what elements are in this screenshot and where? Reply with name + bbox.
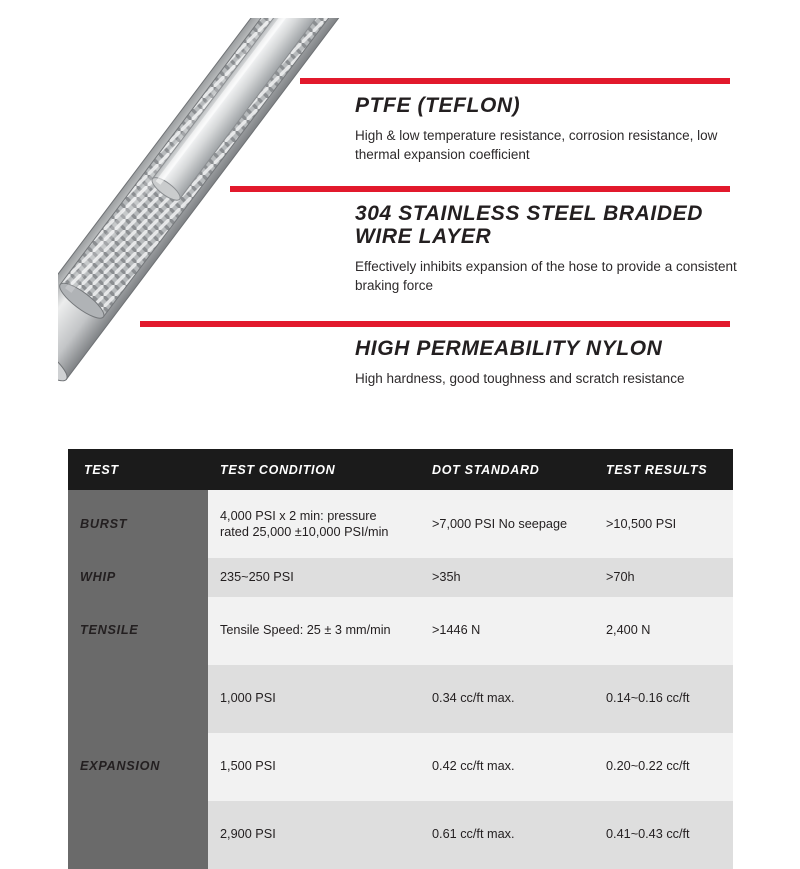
- cell-condition: Tensile Speed: 25 ± 3 mm/min: [208, 597, 420, 665]
- cell-test-result: 0.20~0.22 cc/ft: [594, 733, 733, 801]
- column-header-condition: TEST CONDITION: [208, 449, 420, 490]
- callout-rule: [140, 321, 730, 327]
- callout-title: HIGH PERMEABILITY NYLON: [355, 337, 663, 361]
- row-label-tensile: TENSILE: [68, 597, 208, 665]
- column-header-test: TEST: [68, 449, 208, 490]
- callout-description: High hardness, good toughness and scratch resistance: [355, 370, 685, 386]
- cell-test-result: 2,400 N: [594, 597, 733, 665]
- table-row: [68, 665, 733, 733]
- column-header-dot: DOT STANDARD: [420, 449, 594, 490]
- cell-dot-standard: >35h: [420, 558, 594, 597]
- callout-description: Effectively inhibits expansion of the hose to provide a consistent braking force: [355, 258, 737, 294]
- cell-dot-standard: 0.61 cc/ft max.: [420, 801, 594, 869]
- callout-ptfe: [130, 78, 760, 164]
- table-row: [68, 558, 733, 597]
- cell-test-result: 0.41~0.43 cc/ft: [594, 801, 733, 869]
- cell-dot-standard: 0.42 cc/ft max.: [420, 733, 594, 801]
- cell-dot-standard: >1446 N: [420, 597, 594, 665]
- callout-title: 304 STAINLESS STEEL BRAIDED WIRE LAYER: [355, 201, 703, 249]
- spec-table: [68, 449, 733, 869]
- row-label-whip: WHIP: [68, 558, 208, 597]
- cell-condition: 2,900 PSI: [208, 801, 420, 869]
- cell-test-result: >10,500 PSI: [594, 490, 733, 558]
- callout-description: High & low temperature resistance, corrosion resistance, low thermal expansion coefficient: [355, 127, 718, 162]
- cell-condition: 1,500 PSI: [208, 733, 420, 801]
- cell-condition: 1,000 PSI: [208, 665, 420, 733]
- cell-dot-standard: >7,000 PSI No seepage: [420, 490, 594, 558]
- row-label-expansion: EXPANSION: [68, 665, 208, 869]
- callout-braided-wire: [130, 186, 760, 295]
- cell-condition: 235~250 PSI: [208, 558, 420, 597]
- table-header-row: [68, 449, 733, 490]
- callout-list: [130, 78, 760, 388]
- table-row: [68, 490, 733, 558]
- cell-test-result: 0.14~0.16 cc/ft: [594, 665, 733, 733]
- hero-section: [0, 0, 800, 420]
- row-label-burst: BURST: [68, 490, 208, 558]
- callout-rule: [230, 186, 730, 192]
- cell-dot-standard: 0.34 cc/ft max.: [420, 665, 594, 733]
- callout-title: PTFE (TEFLON): [355, 94, 521, 117]
- callout-rule: [300, 78, 730, 84]
- spec-table-container: [68, 449, 733, 869]
- column-header-results: TEST RESULTS: [594, 449, 733, 490]
- cell-condition: 4,000 PSI x 2 min: pressure rated 25,000 ±10,000 PSI/min: [208, 490, 420, 558]
- cell-test-result: >70h: [594, 558, 733, 597]
- callout-nylon: [130, 321, 760, 388]
- table-row: [68, 597, 733, 665]
